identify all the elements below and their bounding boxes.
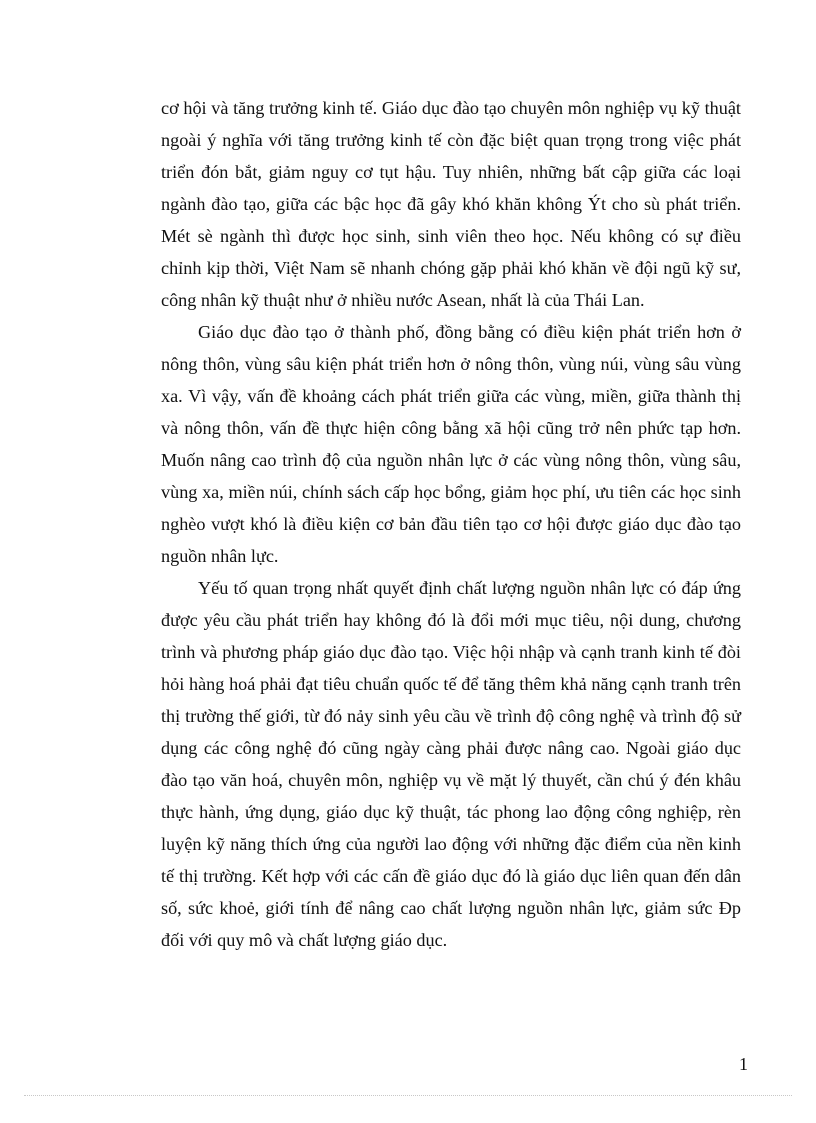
- page-number: 1: [739, 1054, 748, 1074]
- paragraph-1: cơ hội và tăng trưởng kinh tế. Giáo dục đào tạo chuyên môn nghiệp vụ kỹ thuật ngoài ý nghĩa với tăng trưởng kinh tế còn đặc biệt quan trọng trong việc phát triển đón bắt, giảm nguy cơ tụt hậu. Tuy nhiên, những bất cập giữa các loại ngành đào tạo, giữa các bậc học đã gây khó khăn không Ýt cho sù phát triển. Mét sè ngành thì được học sinh, sinh viên theo học. Nếu không có sự điều chỉnh kịp thời, Việt Nam sẽ nhanh chóng gặp phải khó khăn về đội ngũ kỹ sư, công nhân kỹ thuật như ở nhiều nước Asean, nhất là của Thái Lan.: [161, 98, 741, 310]
- paragraph-2: Giáo dục đào tạo ở thành phố, đồng bằng có điều kiện phát triển hơn ở nông thôn, vùng sâu kiện phát triển hơn ở nông thôn, vùng núi, vùng sâu vùng xa. Vì vậy, vấn đề khoảng cách phát triển giữa các vùng, miền, giữa thành thị và nông thôn, vấn đề thực hiện công bằng xã hội cũng trở nên phức tạp hơn. Muốn nâng cao trình độ của nguồn nhân lực ở các vùng nông thôn, vùng sâu, vùng xa, miền núi, chính sách cấp học bổng, giảm học phí, ưu tiên các học sinh nghèo vượt khó là điều kiện cơ bản đầu tiên tạo cơ hội được giáo dục đào tạo nguồn nhân lực.: [161, 322, 741, 566]
- body-text: [161, 92, 741, 956]
- page-bottom-divider: [24, 1095, 792, 1096]
- paragraph-3: Yếu tố quan trọng nhất quyết định chất lượng nguồn nhân lực có đáp ứng được yêu cầu phát triển hay không đó là đổi mới mục tiêu, nội dung, chương trình và phương pháp giáo dục đào tạo. Việc hội nhập và cạnh tranh kinh tế đòi hỏi hàng hoá phải đạt tiêu chuẩn quốc tế để tăng thêm khả năng cạnh tranh trên thị trường thế giới, từ đó nảy sinh yêu cầu về trình độ công nghệ và trình độ sử dụng các công nghệ đó cũng ngày càng phải được nâng cao. Ngoài giáo dục đào tạo văn hoá, chuyên môn, nghiệp vụ về mặt lý thuyết, cần chú ý đén khâu thực hành, ứng dụng, giáo dục kỹ thuật, tác phong lao động công nghiệp, rèn luyện kỹ năng thích ứng của người lao động với những đặc điểm của nền kinh tế thị trường. Kết hợp với các cấn đề giáo dục đó là giáo dục liên quan đến dân số, sức khoẻ, giới tính để nâng cao chất lượng nguồn nhân lực, giảm sức Ðp đối với quy mô và chất lượng giáo dục.: [161, 578, 741, 950]
